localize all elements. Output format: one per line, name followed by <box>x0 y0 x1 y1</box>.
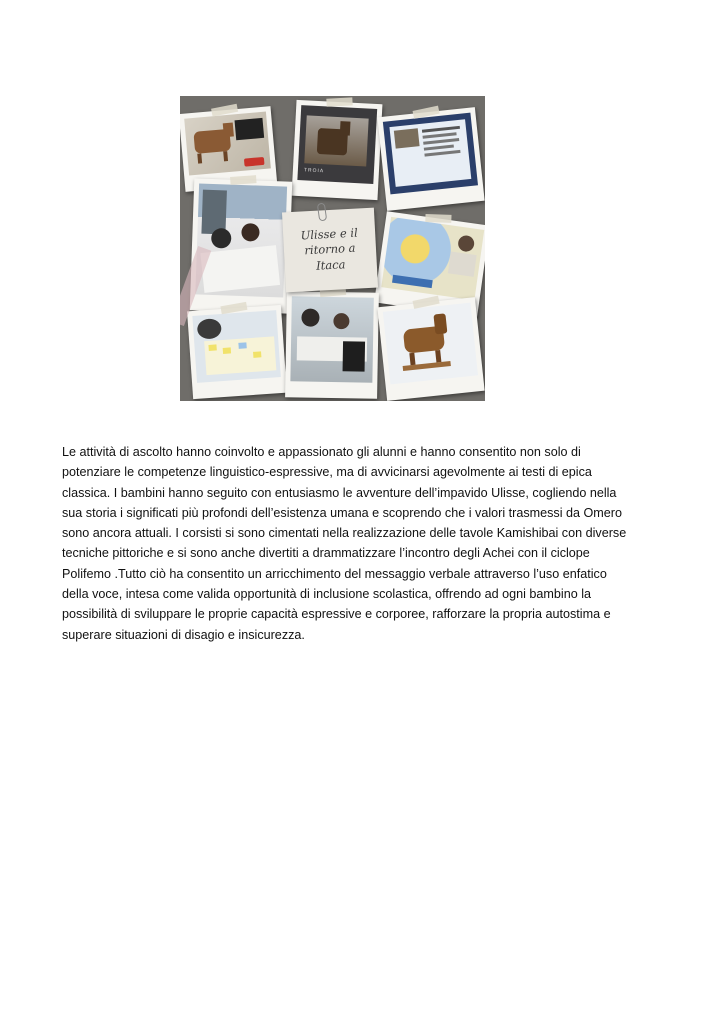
photo-wooden-horse <box>377 297 484 401</box>
screen-caption: TROIA <box>303 167 325 175</box>
photo-presentation-slide <box>377 107 484 211</box>
body-line: della voce, intesa come valida opportunità di inclusione scolastica, offrendo ad ogni bambino la <box>62 587 592 602</box>
collage-title-card <box>282 208 378 293</box>
body-line: sua storia i significati più profondi dell’esistenza umana e scoprendo che i valori trasmessi da Omero <box>62 505 622 520</box>
collage-title <box>283 220 378 279</box>
photo-children-drawing <box>190 178 293 313</box>
body-line: potenziare le competenze linguistico-espressive, ma di avvicinarsi agevolmente ai testi di epica <box>62 465 592 480</box>
collage-title-line-1: Ulisse e il <box>300 225 359 243</box>
body-line: classica. I bambini hanno seguito con entusiasmo le avventure dell’impavido Ulisse, cogliendo nella <box>62 485 617 500</box>
photo-classroom-group <box>285 291 379 399</box>
body-line: possibilità di sviluppare le proprie capacità espressive e corporee, rafforzare la propria autostima e <box>62 607 611 622</box>
body-line: superare situazioni di disagio e insicurezza. <box>62 627 305 642</box>
body-paragraph <box>62 442 666 645</box>
body-line: Le attività di ascolto hanno coinvolto e appassionato gli alunni e hanno consentito non solo di <box>62 445 581 459</box>
body-line: sono ancora attuali. I corsisti si sono cimentati nella realizzazione delle tavole Kamishibai con diverse <box>62 526 627 541</box>
body-line: tecniche pittoriche e si sono anche divertiti a drammatizzare l’incontro degli Achei con il ciclope <box>62 546 590 561</box>
photo-trojan-screen <box>292 100 383 200</box>
collage-title-line-2: ritorno a Itaca <box>304 240 356 273</box>
photo-sticky-notes <box>187 305 287 399</box>
body-line: Polifemo .Tutto ciò ha consentito un arricchimento del messaggio verbale attraverso l’uso enfatico <box>62 566 607 581</box>
